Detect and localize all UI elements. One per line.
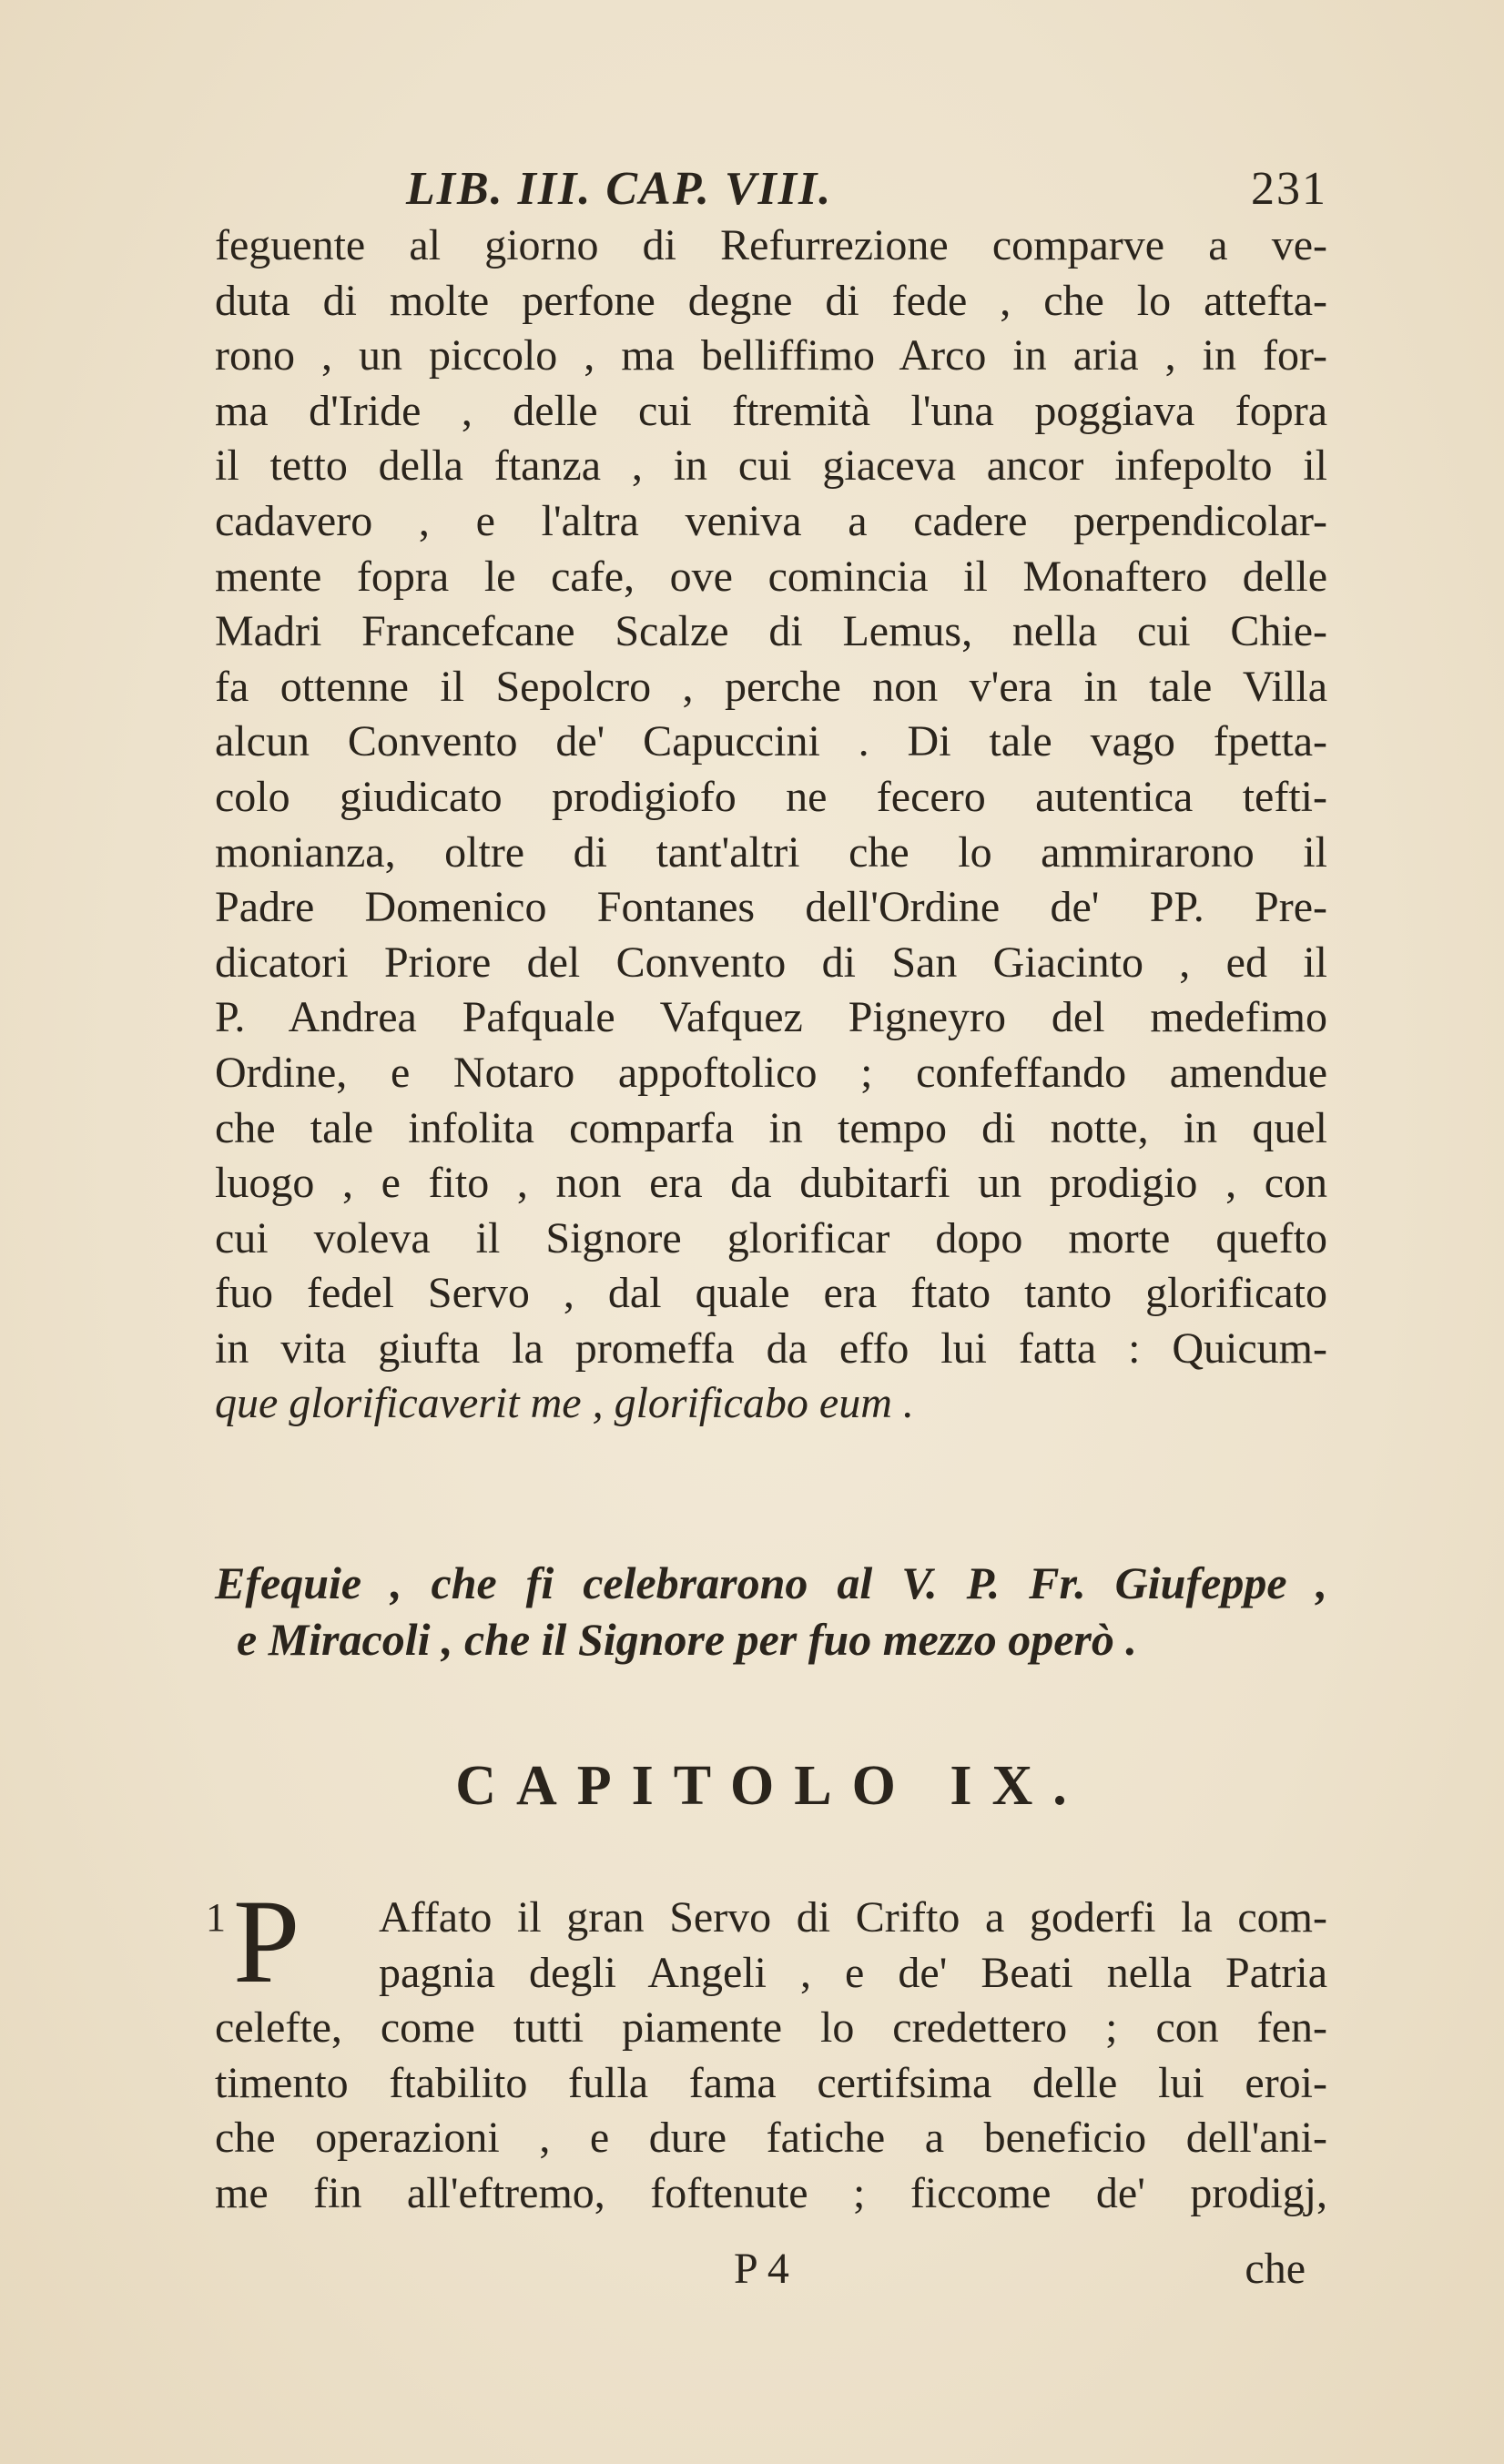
signature-mark: P 4: [734, 2245, 789, 2293]
text-line: duta di molte perfone degne di fede , che lo attefta-: [215, 276, 1327, 325]
chapter-heading: CAPITOLO IX.: [455, 1755, 1087, 1817]
summary-line: e Miracoli , che il Signore per fuo mezzo operò .: [237, 1614, 1137, 1665]
text-line: monianza, oltre di tant'altri che lo ammirarono il: [215, 827, 1327, 877]
text-line: colo giudicato prodigiofo ne fecero autentica tefti-: [215, 772, 1327, 821]
chapter-summary: [215, 1555, 1327, 1668]
text-line: alcun Convento de' Capuccini . Di tale vago fpetta-: [215, 717, 1327, 766]
text-line: che tale infolita comparfa in tempo di notte, in quel: [215, 1103, 1327, 1152]
summary-line: Efequie , che fi celebrarono al V. P. Fr. Giufeppe ,: [215, 1557, 1327, 1608]
text-line: che operazioni , e dure fatiche a beneficio dell'ani-: [215, 2114, 1327, 2163]
catchword: che: [1245, 2245, 1306, 2293]
text-line: Affato il gran Servo di Crifto a goderfi la com-: [379, 1893, 1327, 1942]
paragraph-number: 1: [206, 1895, 226, 1940]
text-line: ma d'Iride , delle cui ftremità l'una poggiava fopra: [215, 386, 1327, 435]
text-line: feguente al giorno di Refurrezione comparve a ve-: [215, 221, 1327, 269]
text-line: me fin all'eftremo, foftenute ; ficcome de' prodigj,: [215, 2168, 1327, 2217]
page-footer: [215, 2244, 1327, 2298]
page-header: [215, 162, 1327, 226]
body-text: [215, 218, 1327, 1432]
text-line: mente fopra le cafe, ove comincia il Monaftero delle: [215, 552, 1327, 601]
text-line: Madri Francefcane Scalze di Lemus, nella cui Chie-: [215, 607, 1327, 656]
text-line: Ordine, e Notaro appoftolico ; confeffando amendue: [215, 1048, 1327, 1097]
page-number: 231: [1251, 163, 1327, 215]
text-line: il tetto della ftanza , in cui giaceva ancor infepolto il: [215, 441, 1327, 491]
text-line: celefte, come tutti piamente lo credettero ; con fen-: [215, 2003, 1327, 2053]
text-line: fuo fedel Servo , dal quale era ftato tanto glorificato: [215, 1269, 1327, 1318]
text-line: rono , un piccolo , ma belliffimo Arco in aria , in for-: [215, 331, 1327, 380]
text-line: timento ftabilito fulla fama certifsima delle lui eroi-: [215, 2058, 1327, 2107]
running-head: LIB. III. CAP. VIII.: [406, 163, 833, 215]
text-line: dicatori Priore del Convento di San Giacinto , ed il: [215, 938, 1327, 987]
text-line: in vita giufta la promeffa da effo lui fatta : Quicum-: [215, 1323, 1327, 1373]
text-line: luogo , e fito , non era da dubitarfi un prodigio , con: [215, 1159, 1327, 1208]
text-line: fa ottenne il Sepolcro , perche non v'era in tale Villa: [215, 662, 1327, 711]
text-line: P. Andrea Pafquale Vafquez Pigneyro del medefimo: [215, 993, 1327, 1042]
drop-cap: P: [233, 1874, 300, 2008]
chapter-body: [206, 1874, 1327, 2222]
quotation-line: que glorificaverit me , glorificabo eum .: [215, 1379, 914, 1428]
text-line: Padre Domenico Fontanes dell'Ordine de' PP. Pre-: [215, 883, 1327, 932]
text-line: pagnia degli Angeli , e de' Beati nella Patria: [379, 1948, 1327, 1997]
text-line: cui voleva il Signore glorificar dopo morte quefto: [215, 1213, 1327, 1262]
text-line: cadavero , e l'altra veniva a cadere perpendicolar-: [215, 496, 1327, 545]
